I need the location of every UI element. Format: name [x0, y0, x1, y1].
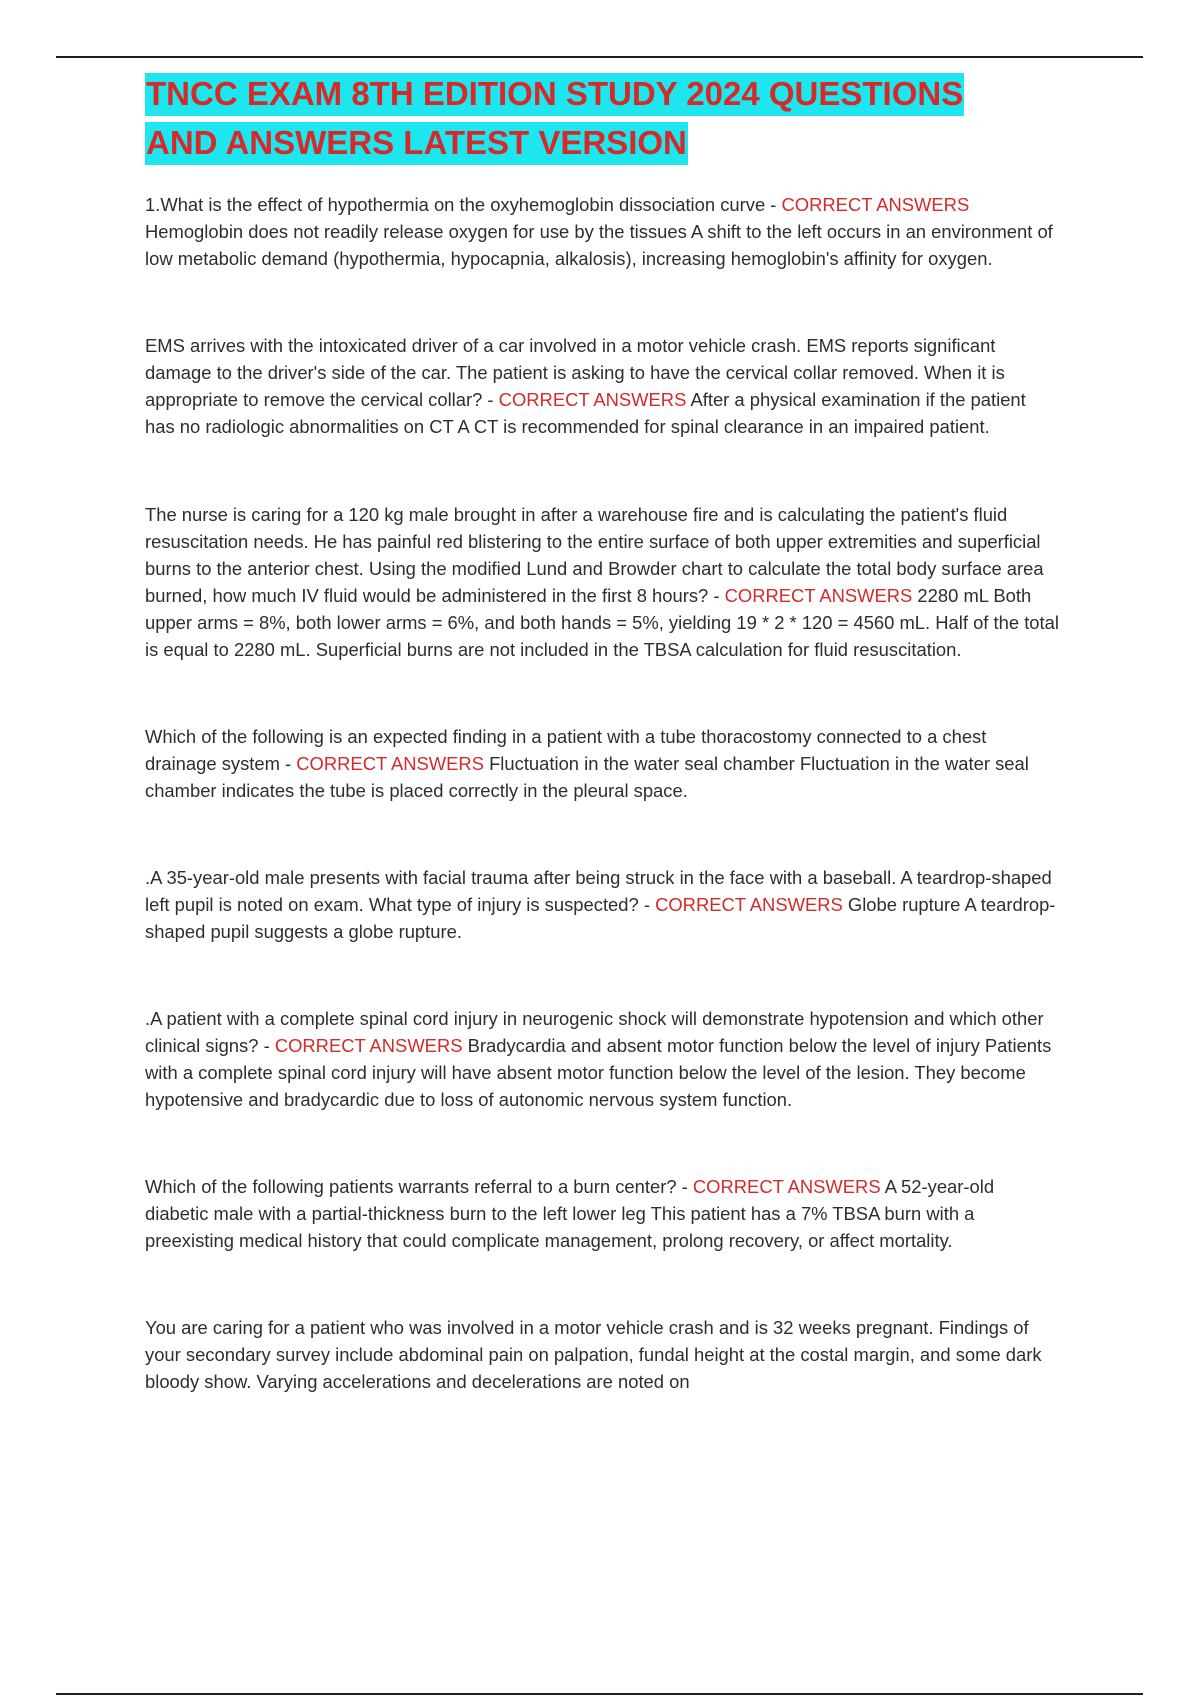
qa-item	[145, 1173, 1060, 1254]
correct-answers-label: CORRECT ANSWERS	[724, 585, 913, 606]
qa-item	[145, 501, 1060, 663]
qa-item	[145, 1005, 1060, 1113]
question-text: .A patient with a complete spinal cord injury in neurogenic shock will demonstrate hypotension and which other clinical signs? -	[145, 1008, 1044, 1056]
answer-text: A 52-year-old diabetic male with a partial-thickness burn to the left lower leg This patient has a 7% TBSA burn with a preexisting medical history that could complicate management, prolong recovery, or affect mortality.	[145, 1176, 995, 1251]
answer-text: Fluctuation in the water seal chamber Fluctuation in the water seal chamber indicates the tube is placed correctly in the pleural space.	[145, 753, 1029, 801]
qa-item	[145, 332, 1060, 440]
question-text: 1.What is the effect of hypothermia on the oxyhemoglobin dissociation curve -	[145, 194, 782, 215]
answer-text: 2280 mL Both upper arms = 8%, both lower arms = 6%, and both hands = 5%, yielding 19 * 2 * 120 = 4560 mL. Half of the total is equal to 2280 mL. Superficial burns are not included in the TBSA calculation for fluid resuscitation.	[145, 585, 1059, 660]
qa-item	[145, 864, 1060, 945]
document-title	[145, 69, 1060, 167]
qa-item	[145, 191, 1060, 272]
document-title-line-1: TNCC EXAM 8TH EDITION STUDY 2024 QUESTIONS	[145, 73, 964, 116]
answer-text: After a physical examination if the patient has no radiologic abnormalities on CT A CT is recommended for spinal clearance in an impaired patient.	[145, 389, 1026, 437]
answer-text: Globe rupture A teardrop-shaped pupil suggests a globe rupture.	[145, 894, 1056, 942]
correct-answers-label: CORRECT ANSWERS	[274, 1035, 463, 1056]
answer-text: Bradycardia and absent motor function below the level of injury Patients with a complete spinal cord injury will have absent motor function below the level of the lesion. They become hypotensive and bradycardic due to loss of autonomic nervous system function.	[145, 1035, 1052, 1110]
correct-answers-label: CORRECT ANSWERS	[498, 389, 687, 410]
document-title-line-2: AND ANSWERS LATEST VERSION	[145, 122, 688, 165]
qa-item	[145, 723, 1060, 804]
correct-answers-label: CORRECT ANSWERS	[781, 194, 970, 215]
bottom-rule	[56, 1693, 1143, 1695]
question-text: The nurse is caring for a 120 kg male brought in after a warehouse fire and is calculating the patient's fluid resuscitation needs. He has painful red blistering to the entire surface of both upper extremities and superficial burns to the anterior chest. Using the modified Lund and Browder chart to calculate the total body surface area burned, how much IV fluid would be administered in the first 8 hours? -	[145, 504, 1044, 606]
question-text: Which of the following is an expected finding in a patient with a tube thoracostomy connected to a chest drainage system -	[145, 726, 987, 774]
question-text: Which of the following patients warrants referral to a burn center? -	[145, 1176, 693, 1197]
question-text: .A 35-year-old male presents with facial trauma after being struck in the face with a baseball. A teardrop-shaped left pupil is noted on exam. What type of injury is suspected? -	[145, 867, 1052, 915]
qa-item	[145, 1314, 1060, 1395]
correct-answers-label: CORRECT ANSWERS	[655, 894, 843, 915]
document-body	[145, 69, 1060, 1395]
correct-answers-label: CORRECT ANSWERS	[692, 1176, 881, 1197]
question-text: EMS arrives with the intoxicated driver of a car involved in a motor vehicle crash. EMS reports significant damage to the driver's side of the car. The patient is asking to have the cervical collar removed. When it is appropriate to remove the cervical collar? -	[145, 335, 1005, 410]
answer-text: Hemoglobin does not readily release oxygen for use by the tissues A shift to the left occurs in an environment of low metabolic demand (hypothermia, hypocapnia, alkalosis), increasing hemoglobin's affinity for oxygen.	[145, 221, 1053, 269]
question-text: You are caring for a patient who was involved in a motor vehicle crash and is 32 weeks pregnant. Findings of your secondary survey include abdominal pain on palpation, fundal height at the costal margin, and some dark bloody show. Varying accelerations and decelerations are noted on	[145, 1317, 1042, 1392]
top-rule	[56, 56, 1143, 58]
correct-answers-label: CORRECT ANSWERS	[296, 753, 484, 774]
